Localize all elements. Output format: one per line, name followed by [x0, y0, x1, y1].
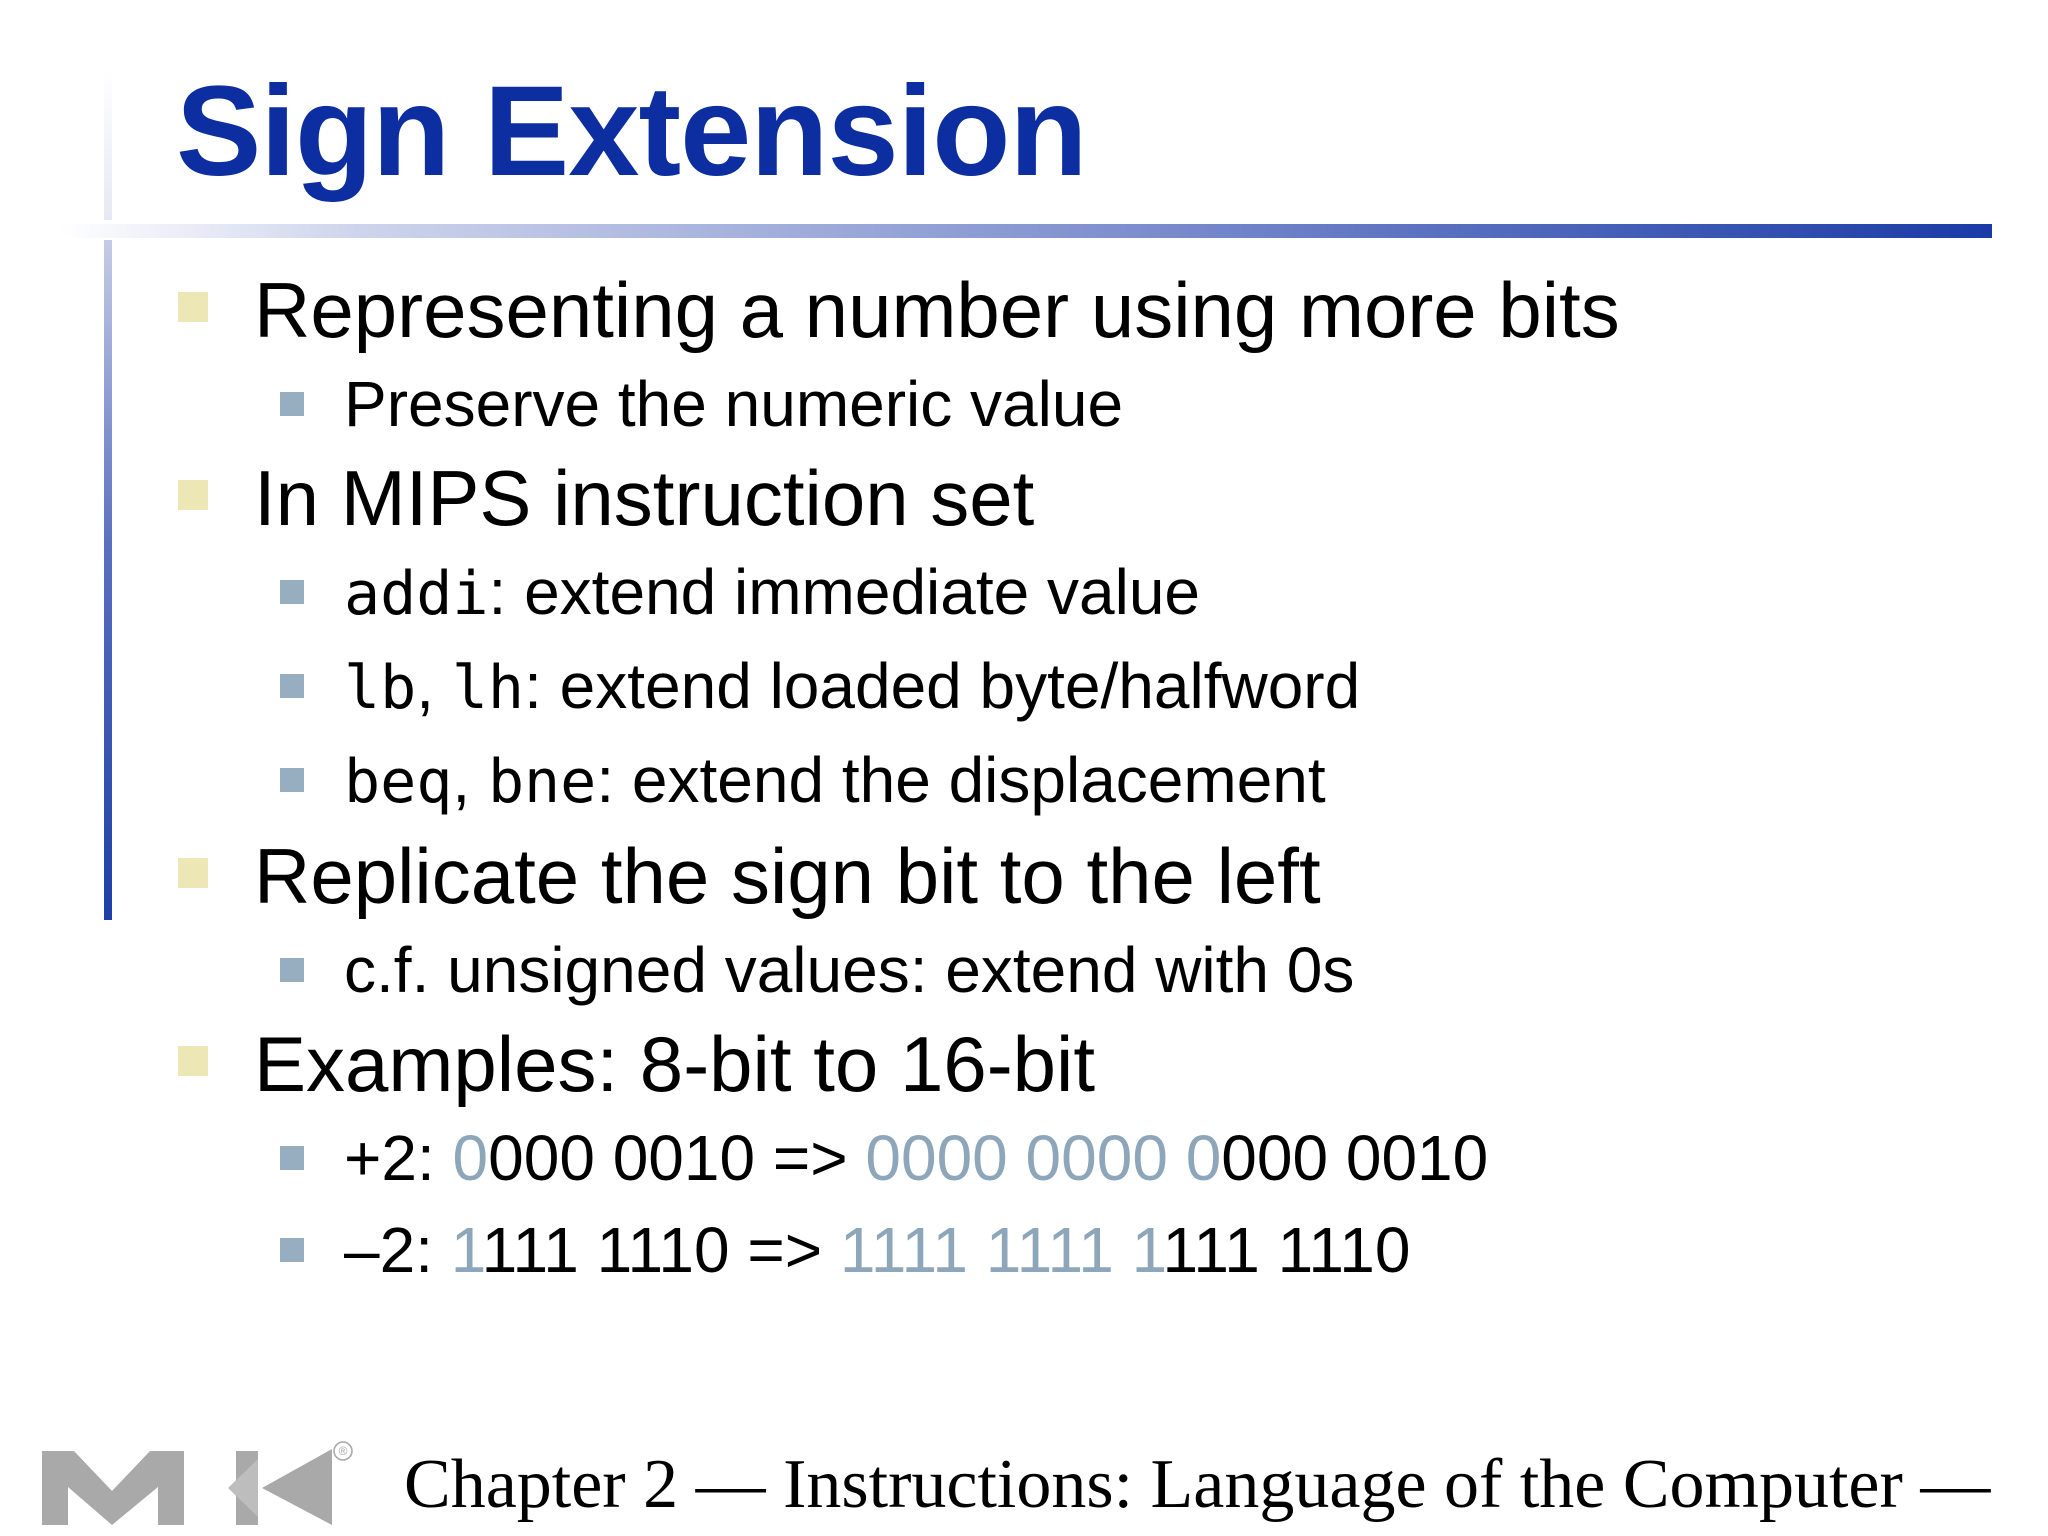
- example-label: –2:: [344, 1214, 451, 1286]
- bullet-level2: c.f. unsigned values: extend with 0s: [0, 924, 2048, 1016]
- slide-title: Sign Extension: [176, 60, 1087, 203]
- source-bits: 111 1110: [483, 1214, 730, 1286]
- code-lh: lh: [451, 653, 525, 723]
- bullet-level2: [0, 640, 2048, 734]
- bullet-list: [0, 262, 2048, 1296]
- code-bne: bne: [487, 747, 597, 817]
- extended-bits-highlight: 1111 1111 1: [839, 1214, 1165, 1286]
- bullet-level1: Representing a number using more bits: [0, 262, 2048, 358]
- arrow: =>: [755, 1122, 866, 1194]
- bullet-level1: In MIPS instruction set: [0, 450, 2048, 546]
- mk-logo-icon: [38, 1439, 358, 1529]
- code-addi: addi: [344, 559, 489, 629]
- footer: [0, 1425, 2048, 1536]
- bullet-text: : extend immediate value: [488, 556, 1200, 628]
- bullet-text: : extend the displacement: [596, 744, 1326, 816]
- separator: ,: [416, 650, 452, 722]
- bullet-level2: [0, 734, 2048, 828]
- arrow: =>: [729, 1214, 840, 1286]
- example-negative: [0, 1204, 2048, 1296]
- bullet-level1: Examples: 8-bit to 16-bit: [0, 1016, 2048, 1112]
- separator: ,: [452, 744, 488, 816]
- bullet-level2: Preserve the numeric value: [0, 358, 2048, 450]
- code-lb: lb: [344, 653, 417, 723]
- title-underline: [60, 224, 1992, 238]
- bullet-text: : extend loaded byte/halfword: [524, 650, 1361, 722]
- source-bits: 000 0010: [488, 1122, 756, 1194]
- code-beq: beq: [344, 747, 453, 817]
- logo-letter-k-arm: [262, 1449, 332, 1525]
- result-bits: 000 0010: [1221, 1122, 1489, 1194]
- result-bits: 111 1110: [1164, 1214, 1411, 1286]
- extended-bits-highlight: 0000 0000 0: [865, 1122, 1222, 1194]
- left-accent-rule-top: [104, 70, 112, 220]
- registered-mark: ®: [338, 1444, 348, 1458]
- sign-bit-highlight: 1: [450, 1214, 484, 1286]
- bullet-level1: Replicate the sign bit to the left: [0, 828, 2048, 924]
- footer-chapter-text: Chapter 2 — Instructions: Language of the Computer —: [404, 1446, 1991, 1523]
- bullet-level2: [0, 546, 2048, 640]
- example-positive: [0, 1112, 2048, 1204]
- example-label: +2:: [344, 1122, 453, 1194]
- sign-bit-highlight: 0: [452, 1122, 489, 1194]
- logo-letter-m: [42, 1451, 184, 1525]
